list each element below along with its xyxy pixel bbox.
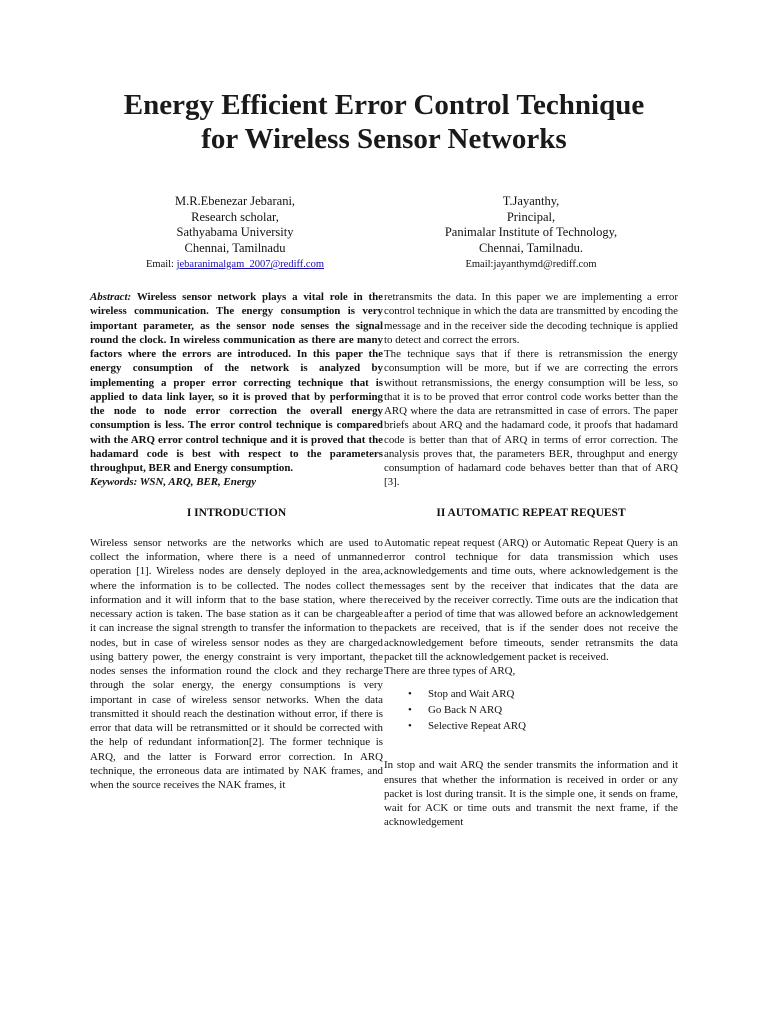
author-location: Chennai, Tamilnadu. bbox=[478, 240, 584, 255]
abstract bbox=[90, 290, 383, 475]
email-label: Email: bbox=[465, 259, 494, 270]
author-institution: Panimalar Institute of Technology, bbox=[444, 225, 618, 239]
author-role: Research scholar, bbox=[191, 209, 279, 224]
bullet-icon: • bbox=[408, 688, 412, 701]
author-email-line bbox=[378, 257, 684, 273]
email-text: jayanthymd@rediff.com bbox=[493, 259, 597, 270]
arq-types-intro: There are three types of ARQ, bbox=[384, 665, 516, 677]
stop-and-wait-text: In stop and wait ARQ the sender transmits the information and it ensures that whether the information is received in order or any packet is lost during transit. It is the simple one, it sends on frame, wait for ACK or time outs and transmit the next frame, if the acknowledgement bbox=[384, 759, 678, 829]
list-item-text: Stop and Wait ARQ bbox=[428, 688, 515, 701]
list-item-text: Go Back N ARQ bbox=[428, 704, 503, 717]
list-item-text: Selective Repeat ARQ bbox=[428, 720, 526, 733]
author-institution: Sathyabama University bbox=[176, 225, 294, 239]
bullet-icon: • bbox=[408, 720, 412, 733]
title-line-1: Energy Efficient Error Control Technique bbox=[123, 89, 645, 121]
abstract-label: Abstract: bbox=[90, 291, 132, 303]
email-link[interactable]: jebaranimalgam_2007@rediff.com bbox=[176, 259, 324, 270]
keywords: Keywords: WSN, ARQ, BER, Energy bbox=[90, 476, 257, 489]
author-location: Chennai, Tamilnadu bbox=[184, 240, 286, 255]
author-block-1 bbox=[80, 194, 390, 273]
right-column bbox=[384, 290, 678, 830]
left-column bbox=[90, 290, 383, 792]
intro-technique-text: The technique says that if there is retransmission the energy consumption will be more, but if we are correcting the errors without retransmissions, the energy consumption will be less, so that it is to be proved that error control code works better than the ARQ where the data are retransmitted in case of errors. The paper briefs about ARQ and the hadamard code, it proofs that hadamard code is better than that of ARQ in terms of error correction. The analysis proves that, the parameters BER, throughput and energy consumption of hadamard code behaves better than that of ARQ [3]. bbox=[384, 348, 678, 489]
arq-types-list bbox=[384, 686, 678, 734]
section-heading-introduction: I INTRODUCTION bbox=[186, 506, 287, 519]
author-role: Principal, bbox=[506, 209, 556, 224]
email-label: Email: bbox=[145, 259, 174, 270]
section-heading-arq: II AUTOMATIC REPEAT REQUEST bbox=[436, 506, 626, 519]
intro-continued-text: retransmits the data. In this paper we are implementing a error control technique in which the data are transmitted by encoding the message and in the receiver side the decoding technique is applied to detect and correct the errors. bbox=[384, 291, 678, 346]
arq-definition-text: Automatic repeat request (ARQ) or Automatic Repeat Query is an error control technique for data transmission which uses acknowledgements and time outs, where acknowledgement is the messages sent by the receiver that indicates that the data are received by the receiver correctly. Time outs are the indication that after a period of time that was allowed before an acknowledgement packets are received, that is if the sender does not receive the acknowledgement before timeouts, sender retransmits the data packet till the acknowledgement packet is received. bbox=[384, 536, 678, 663]
author-block-2 bbox=[378, 194, 684, 273]
spacer bbox=[384, 744, 678, 758]
abstract-text: Wireless sensor network plays a vital role in the wireless communication. The energy consumption is very important parameter, as the sensor node senses the signal round the clock. In wireless communication as there are many factors where the errors are introduced. In this paper the energy consumption of the network is analyzed by implementing a proper error correcting technique that is applied to data link layer, so it is proved that by performing the node to node error correction the overall energy consumption is less. The error control technique is compared with the ARQ error control technique and it is proved that the hadamard code is best with respect to the parameters throughput, BER and Energy consumption. bbox=[90, 291, 383, 474]
title-line-2: for Wireless Sensor Networks bbox=[201, 123, 567, 155]
paper-title bbox=[0, 88, 768, 156]
list-item bbox=[408, 686, 678, 702]
author-name: T.Jayanthy, bbox=[502, 194, 560, 208]
author-email-line bbox=[80, 257, 390, 273]
bullet-icon: • bbox=[408, 704, 412, 717]
introduction-text: Wireless sensor networks are the networks which are used to collect the information, where there is a need of unmanned operation [1]. Wireless nodes are densely deployed in the area, where the information is to be collected. The nodes collect the information and it will inform that to the base station, where the necessary action is taken. The base station as it can be chargeable it can increase the signal strength to transfer the information to the nodes, but in case of wireless sensor nodes as they are charged using battery power, the energy constraint is very important, the nodes senses the information round the clock and they recharge through the solar energy, the energy consumptions is very important in case of wireless sensor networks. When the data transmitted it should reach the destination without error, if there is error that data will be retransmitted or it should be corrected with the help of redundant information[2]. The former technique is ARQ, and the latter is Forward error correction. In ARQ technique, the erroneous data are intimated by NAK frames, and when the source receives the NAK frames, it bbox=[90, 536, 383, 791]
list-item bbox=[408, 718, 678, 734]
author-name: M.R.Ebenezar Jebarani, bbox=[174, 194, 296, 208]
list-item bbox=[408, 702, 678, 718]
